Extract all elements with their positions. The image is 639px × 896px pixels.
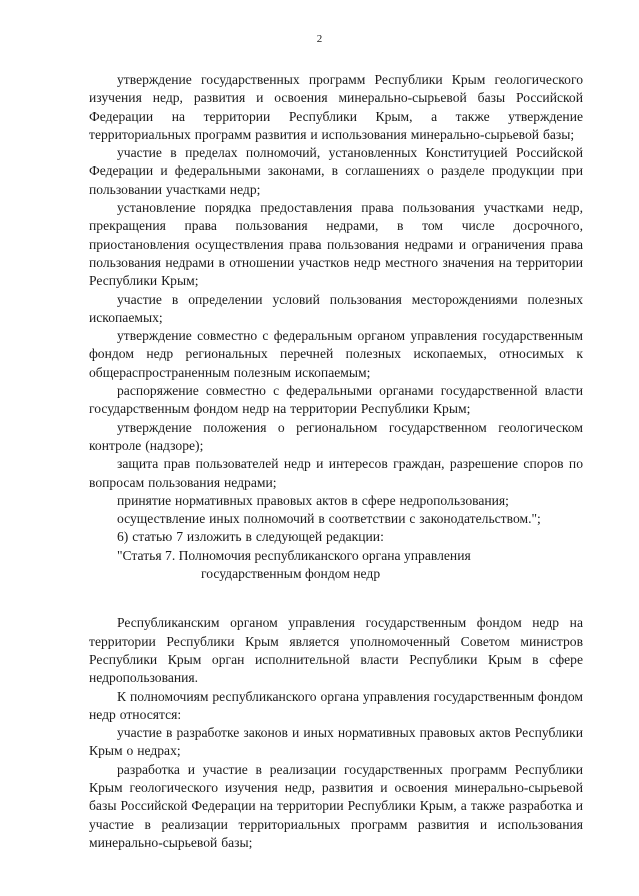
paragraph: участие в определении условий пользования месторождениями полезных ископаемых; [89,291,583,325]
spacer [89,583,583,614]
paragraph: разработка и участие в реализации государственных программ Республики Крым геологического изучения недр, развития и освоения минерально-сырьевой базы Российской Федерации на территории Республики Крым, а также разработка и участие в реализации территориальных программ развития и использования минерально-сырьевой базы; [89,761,583,850]
paragraph: осуществление иных полномочий в соответствии с законодательством."; [117,511,541,527]
paragraph: 6) статью 7 изложить в следующей редакции: [117,529,384,545]
document-body [89,71,583,852]
paragraph: участие в пределах полномочий, установленных Конституцией Российской Федерации и федеральными законами, в соглашениях о разделе продукции при пользовании участками недр; [89,145,583,197]
paragraph: принятие нормативных правовых актов в сфере недропользования; [117,492,509,508]
paragraph: установление порядка предоставления права пользования участками недр, прекращения права пользования недрами, в том числе досрочного, приостановления осуществления права пользования недрами и ограничения права пользования недрами в отношении участков недр местного значения на территории Республики Крым; [89,200,583,289]
paragraph: Республиканским органом управления государственным фондом недр на территории Республики Крым является уполномоченный Советом министров Республики Крым орган исполнительной власти Республики Крым в сфере недропользования. [89,615,583,686]
article-heading [89,547,583,584]
paragraph: утверждение положения о региональном государственном геологическом контроле (надзоре); [89,419,583,453]
page-number: 2 [316,33,323,45]
paragraph: утверждение совместно с федеральным органом управления государственным фондом недр региональных перечней полезных ископаемых, относимых к общераспространенным полезным ископаемым; [89,328,583,380]
paragraph: К полномочиям республиканского органа управления государственным фондом недр относятся: [89,688,583,722]
paragraph: защита прав пользователей недр и интересов граждан, разрешение споров по вопросам пользования недрами; [89,456,583,490]
paragraph: утверждение государственных программ Республики Крым геологического изучения недр, развития и освоения минерально-сырьевой базы Российской Федерации на территории Республики Крым, а также утверждение территориальных программ развития и использования минерально-сырьевой базы; [89,72,583,142]
paragraph: участие в разработке законов и иных нормативных правовых актов Республики Крым о недрах; [89,725,583,759]
paragraph: распоряжение совместно с федеральными органами государственной власти государственным фондом недр на территории Республики Крым; [89,383,583,417]
article-heading-line: "Статья 7. Полномочия республиканского органа управления [117,547,471,563]
article-heading-line: государственным фондом недр [201,566,381,582]
